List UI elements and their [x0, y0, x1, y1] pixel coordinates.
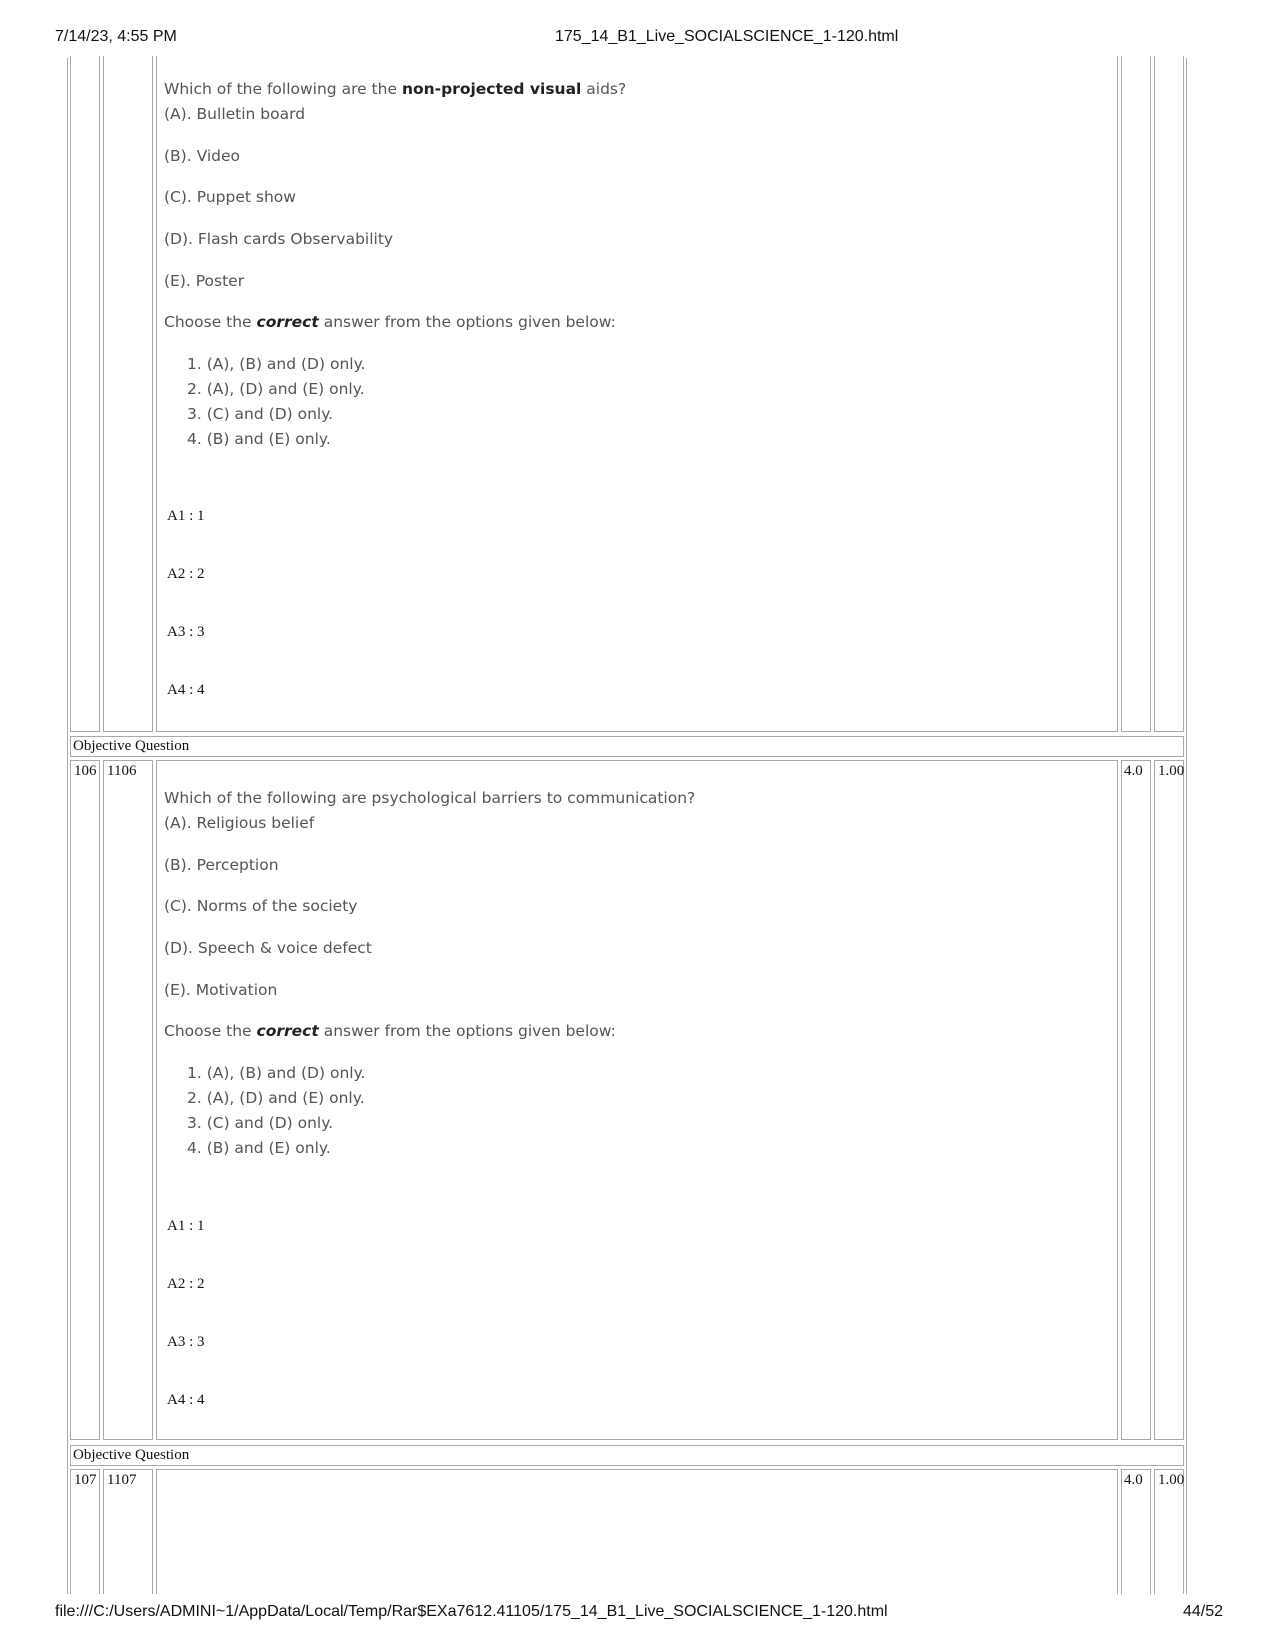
q106-answer-4: A4 : 4 — [167, 1392, 205, 1408]
q106-negative-cell — [1154, 760, 1184, 1440]
table-border-right-outer — [1186, 58, 1187, 1603]
q105-answer-1: A1 : 1 — [167, 508, 205, 524]
section-label-row — [70, 1445, 1184, 1466]
q105-choice-4: 4. (B) and (E) only. — [187, 430, 331, 448]
q106-number: 106 — [74, 763, 97, 779]
q105-option-b: (B). Video — [164, 147, 241, 165]
q107-marks-cell — [1121, 1469, 1151, 1609]
q106-choice-3: 3. (C) and (D) only. — [187, 1114, 334, 1132]
section-label: Objective Question — [73, 738, 190, 754]
q107-negative: 1.00 — [1158, 1472, 1185, 1488]
q106-id-cell — [103, 760, 153, 1440]
q105-choice-1: 1. (A), (B) and (D) only. — [187, 355, 366, 373]
q106-marks: 4.0 — [1124, 763, 1143, 779]
q106-choice-2: 2. (A), (D) and (E) only. — [187, 1089, 365, 1107]
q107-id-cell — [103, 1469, 153, 1609]
q106-instruction: Choose the correct answer from the options given below: — [164, 1022, 616, 1040]
table-border-left-outer — [67, 58, 68, 1603]
q106-option-d: (D). Speech & voice defect — [164, 939, 372, 957]
q105-answer-2: A2 : 2 — [167, 566, 205, 582]
page-number: 44/52 — [1183, 1603, 1224, 1620]
q106-num-cell — [70, 760, 100, 1440]
q105-marks-cell — [1121, 56, 1151, 732]
q106-stem: Which of the following are psychological barriers to communication? — [164, 789, 696, 807]
q107-num-cell — [70, 1469, 100, 1609]
q105-instruction: Choose the correct answer from the options given below: — [164, 313, 616, 331]
q106-option-b: (B). Perception — [164, 856, 279, 874]
q106-choice-4: 4. (B) and (E) only. — [187, 1139, 331, 1157]
q105-stem: Which of the following are the non-projected visual aids? — [164, 80, 627, 98]
section-label-row — [70, 736, 1184, 757]
q105-option-e: (E). Poster — [164, 272, 245, 290]
q106-answer-1: A1 : 1 — [167, 1218, 205, 1234]
q105-choice-3: 3. (C) and (D) only. — [187, 405, 334, 423]
document-title: 175_14_B1_Live_SOCIALSCIENCE_1-120.html — [555, 28, 899, 45]
q105-option-d: (D). Flash cards Observability — [164, 230, 394, 248]
q107-marks: 4.0 — [1124, 1472, 1143, 1488]
q106-option-a: (A). Religious belief — [164, 814, 315, 832]
q106-option-c: (C). Norms of the society — [164, 897, 358, 915]
q106-id: 1106 — [107, 763, 137, 779]
q105-choice-2: 2. (A), (D) and (E) only. — [187, 380, 365, 398]
q105-negative-cell — [1154, 56, 1184, 732]
q106-marks-cell — [1121, 760, 1151, 1440]
q105-answer-4: A4 : 4 — [167, 682, 205, 698]
q107-negative-cell — [1154, 1469, 1184, 1609]
q106-answer-2: A2 : 2 — [167, 1276, 205, 1292]
q107-id: 1107 — [107, 1472, 137, 1488]
q107-content-cell — [156, 1469, 1118, 1609]
q105-num-cell — [70, 56, 100, 732]
q106-option-e: (E). Motivation — [164, 981, 278, 999]
print-datetime: 7/14/23, 4:55 PM — [55, 28, 177, 45]
file-path: file:///C:/Users/ADMINI~1/AppData/Local/Temp/Rar$EXa7612.41105/175_14_B1_Live_SOCIALSCIENCE_1-120.html — [55, 1603, 888, 1620]
q105-answer-3: A3 : 3 — [167, 624, 205, 640]
q106-choice-1: 1. (A), (B) and (D) only. — [187, 1064, 366, 1082]
q105-option-c: (C). Puppet show — [164, 188, 296, 206]
q105-id-cell — [103, 56, 153, 732]
section-label: Objective Question — [73, 1447, 190, 1463]
q105-option-a: (A). Bulletin board — [164, 105, 306, 123]
q106-negative: 1.00 — [1158, 763, 1185, 779]
q106-answer-3: A3 : 3 — [167, 1334, 205, 1350]
q107-number: 107 — [74, 1472, 97, 1488]
